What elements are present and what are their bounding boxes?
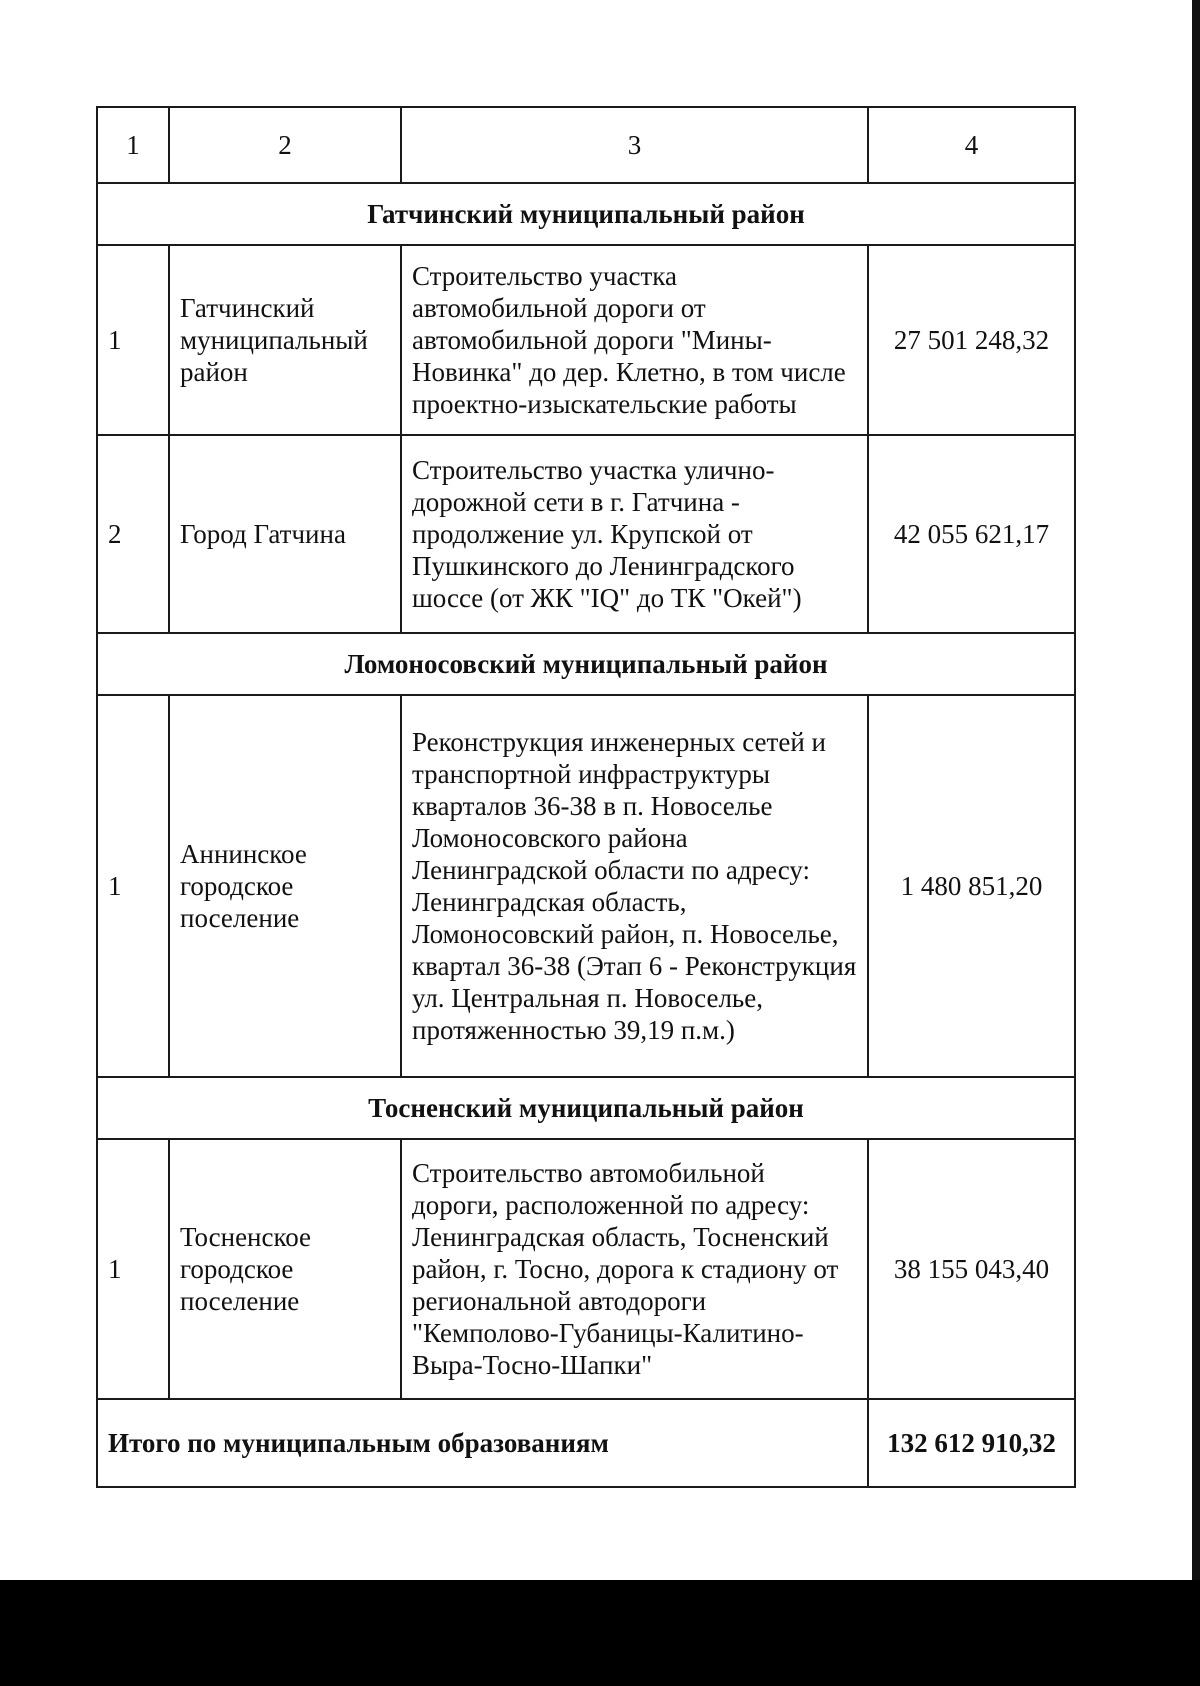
funding-table <box>96 106 1076 1488</box>
section-title: Тосненский муниципальный район <box>97 1077 1075 1139</box>
section-header-row <box>97 1077 1075 1139</box>
total-amount: 132 612 910,32 <box>868 1399 1075 1487</box>
section-header-row <box>97 183 1075 245</box>
municipality-name: Гатчинский муниципальный район <box>169 245 401 435</box>
table-row <box>97 435 1075 633</box>
column-number: 4 <box>868 107 1075 183</box>
row-number: 1 <box>97 245 169 435</box>
municipality-name: Аннинское городское поселение <box>169 695 401 1077</box>
section-title: Ломоносовский муниципальный район <box>97 633 1075 695</box>
table-row <box>97 245 1075 435</box>
amount-cell: 27 501 248,32 <box>868 245 1075 435</box>
amount-cell: 42 055 621,17 <box>868 435 1075 633</box>
column-number: 3 <box>401 107 868 183</box>
municipality-name: Город Гатчина <box>169 435 401 633</box>
scan-edge <box>1192 0 1200 1580</box>
table-row <box>97 695 1075 1077</box>
project-description: Строительство участка улично-дорожной сети в г. Гатчина - продолжение ул. Крупской от Пушкинского до Ленинградского шоссе (от ЖК "IQ" до ТК "Окей") <box>401 435 868 633</box>
amount-cell: 38 155 043,40 <box>868 1139 1075 1399</box>
total-row <box>97 1399 1075 1487</box>
section-title: Гатчинский муниципальный район <box>97 183 1075 245</box>
table-row <box>97 1139 1075 1399</box>
row-number: 1 <box>97 695 169 1077</box>
column-number-row <box>97 107 1075 183</box>
project-description: Строительство автомобильной дороги, расположенной по адресу: Ленинградская область, Тосненский район, г. Тосно, дорога к стадиону от региональной автодороги "Кемполово-Губаницы-Калитино-Выра-Тосно-Шапки" <box>401 1139 868 1399</box>
project-description: Строительство участка автомобильной дороги от автомобильной дороги "Мины-Новинка" до дер. Клетно, в том числе проектно-изыскательские работы <box>401 245 868 435</box>
amount-cell: 1 480 851,20 <box>868 695 1075 1077</box>
project-description: Реконструкция инженерных сетей и транспортной инфраструктуры кварталов 36-38 в п. Новоселье Ломоносовского района Ленинградской области по адресу: Ленинградская область, Ломоносовский район, п. Новоселье, квартал 36-38 (Этап 6 - Реконструкция ул. Центральная п. Новоселье, протяженностью 39,19 п.м.) <box>401 695 868 1077</box>
section-header-row <box>97 633 1075 695</box>
column-number: 2 <box>169 107 401 183</box>
scan-bottom-bar <box>0 1580 1200 1686</box>
row-number: 2 <box>97 435 169 633</box>
row-number: 1 <box>97 1139 169 1399</box>
column-number: 1 <box>97 107 169 183</box>
total-label: Итого по муниципальным образованиям <box>97 1399 868 1487</box>
municipality-name: Тосненское городское поселение <box>169 1139 401 1399</box>
